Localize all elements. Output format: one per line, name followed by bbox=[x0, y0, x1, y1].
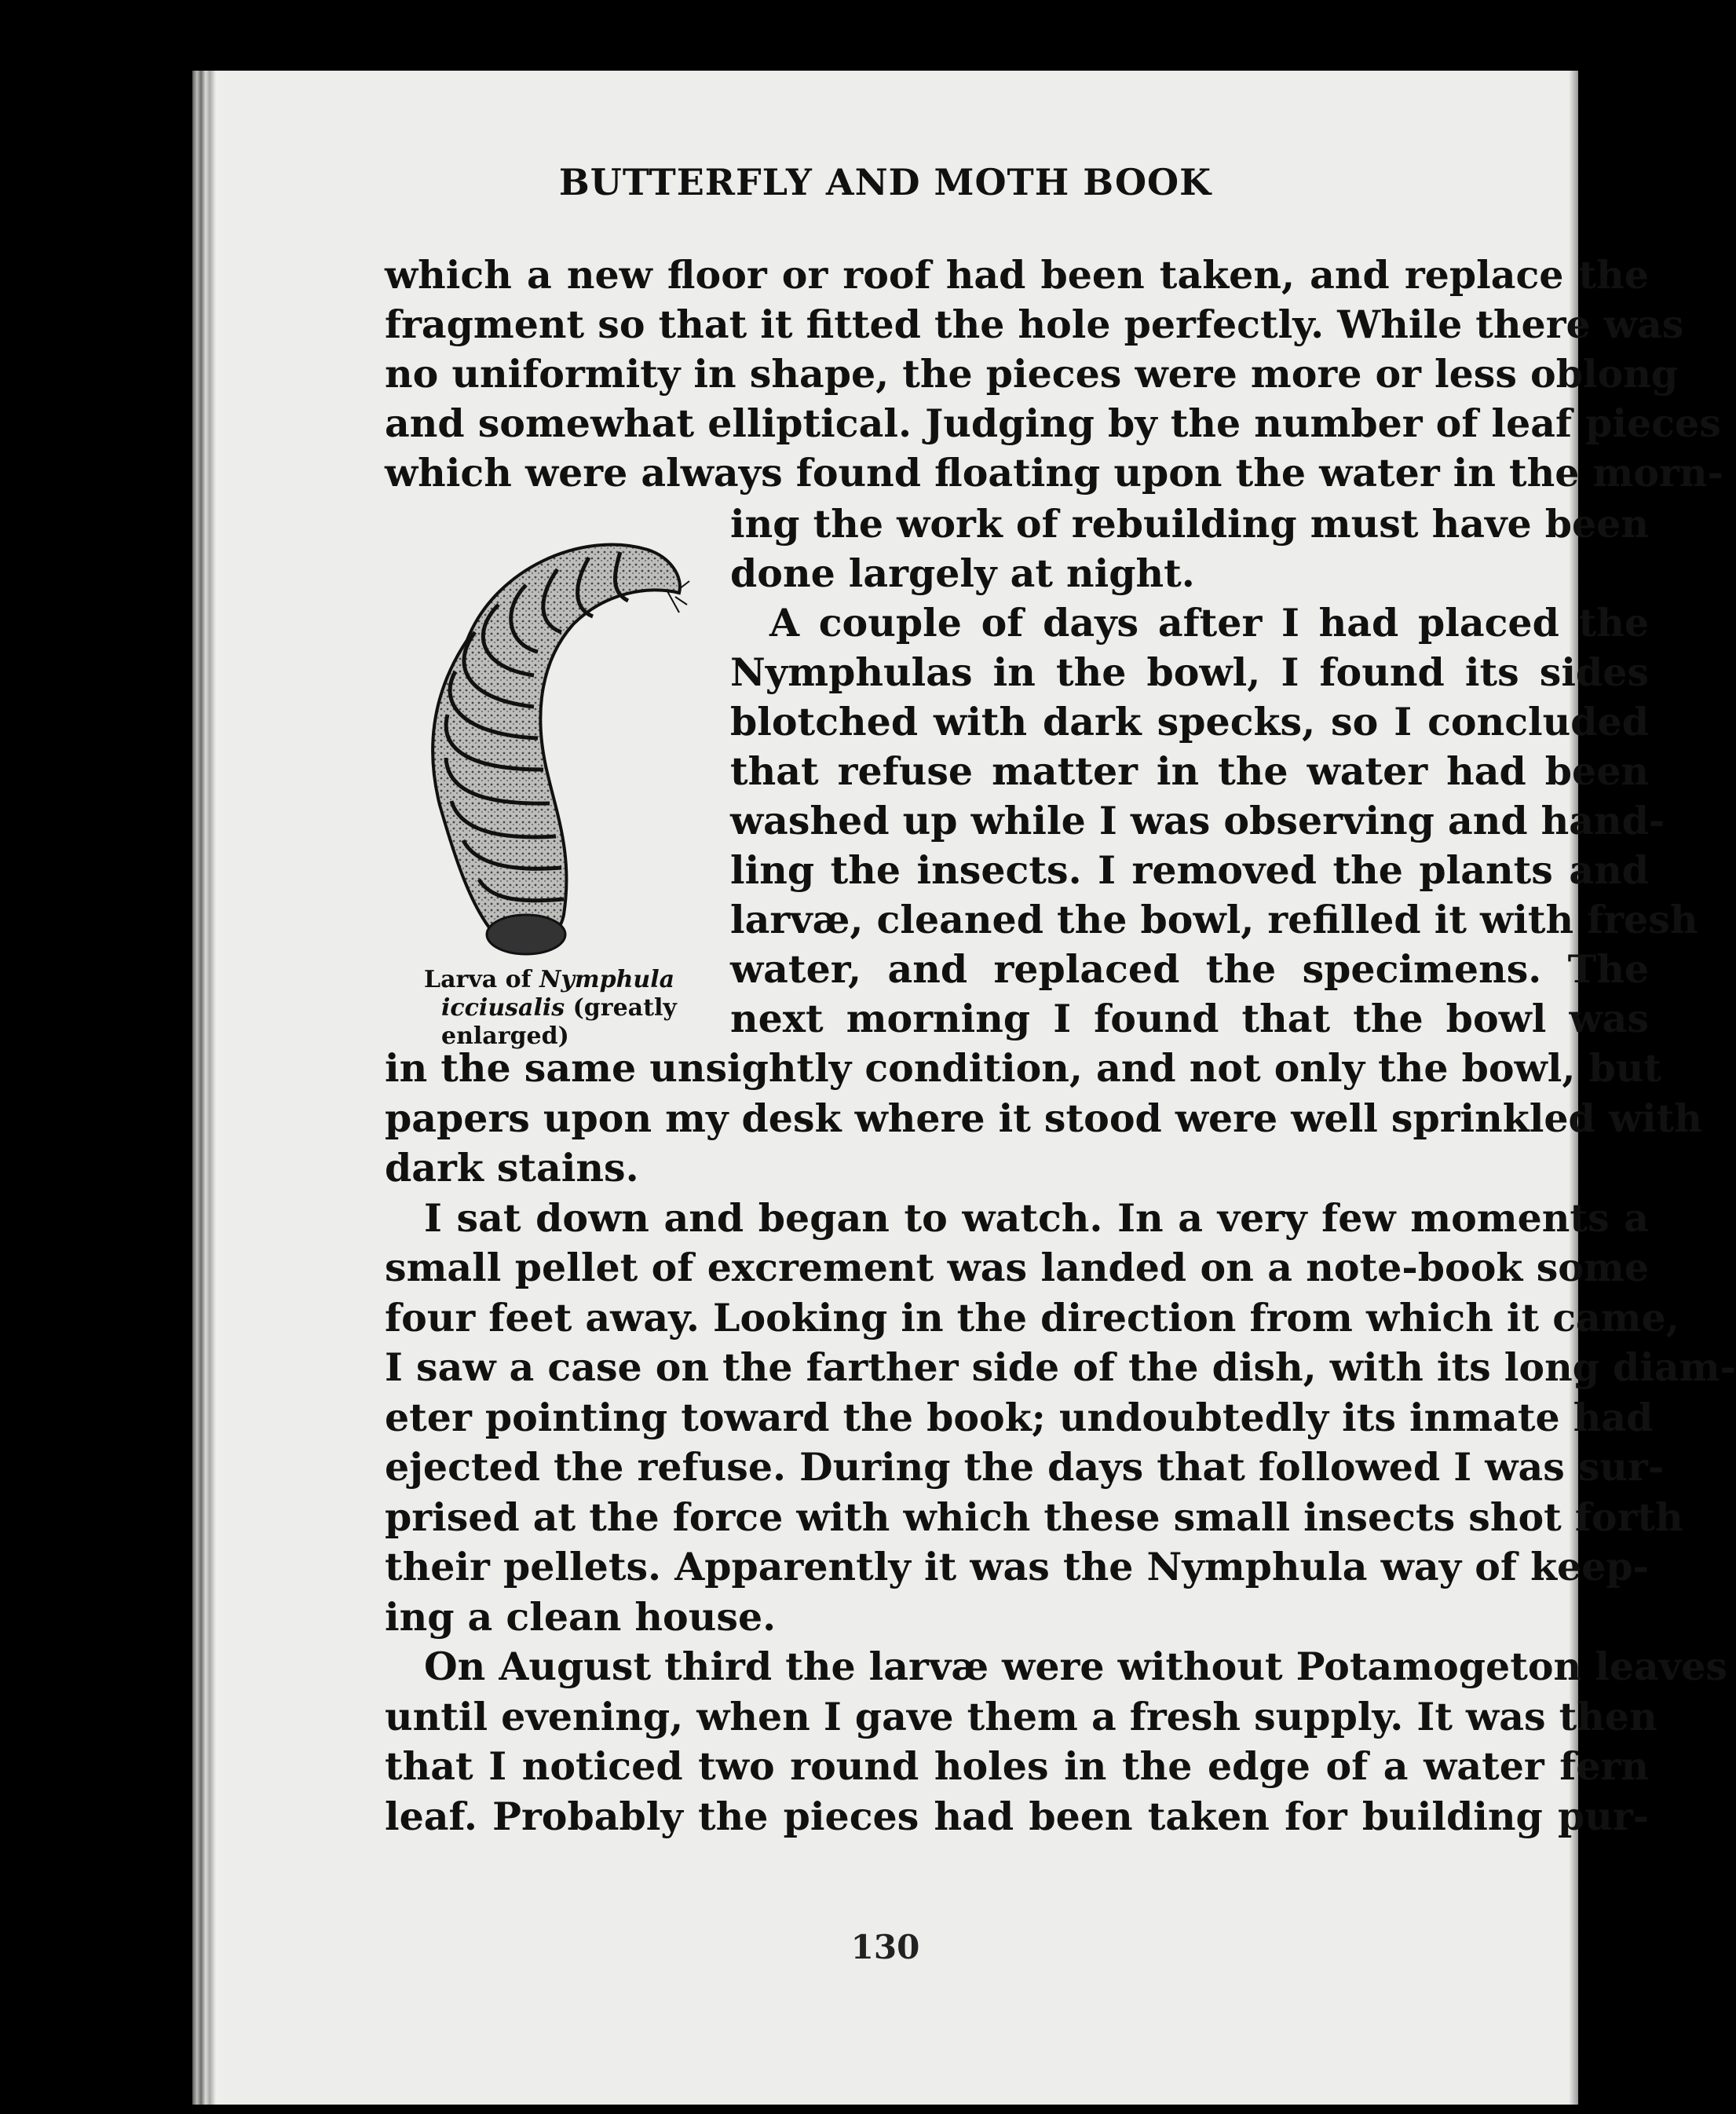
caption-species: icciusalis bbox=[441, 994, 565, 1022]
text-line: washed up while I was observing and hand- bbox=[730, 798, 1665, 843]
text-line: next morning I found that the bowl was bbox=[730, 996, 1649, 1041]
text-line: blotched with dark specks, so I concluded bbox=[730, 699, 1649, 744]
text-line: ing the work of rebuilding must have been bbox=[730, 501, 1649, 547]
text-line: and somewhat elliptical. Judging by the number of leaf pieces bbox=[385, 400, 1721, 446]
text-line: Nymphulas in the bowl, I found its sides bbox=[730, 649, 1649, 695]
text-line: ejected the refuse. During the days that followed I was sur- bbox=[385, 1444, 1665, 1490]
text-line: no uniformity in shape, the pieces were more or less oblong bbox=[385, 351, 1679, 397]
larva-illustration bbox=[377, 507, 691, 970]
text-line: until evening, when I gave them a fresh supply. It was then bbox=[385, 1693, 1657, 1739]
text-line: ing a clean house. bbox=[385, 1593, 777, 1640]
text-line: I sat down and began to watch. In a very few moments a bbox=[424, 1194, 1649, 1241]
caption-enlarged: enlarged) bbox=[441, 1022, 569, 1050]
caption-genus: Nymphula bbox=[539, 966, 675, 993]
text-line: four feet away. Looking in the direction from which it came, bbox=[385, 1294, 1679, 1340]
caption-prefix: Larva of bbox=[424, 966, 540, 993]
text-line: papers upon my desk where it stood were well sprinkled with bbox=[385, 1095, 1702, 1141]
text-line: prised at the force with which these small insects shot forth bbox=[385, 1494, 1683, 1540]
book-page bbox=[192, 71, 1736, 2105]
text-line: ling the insects. I removed the plants and bbox=[730, 847, 1649, 893]
text-line: I saw a case on the farther side of the dish, with its long diam- bbox=[385, 1344, 1736, 1390]
text-line: larvæ, cleaned the bowl, refilled it with fresh bbox=[730, 897, 1698, 942]
text-line: leaf. Probably the pieces had been taken for building pur- bbox=[385, 1793, 1649, 1839]
text-line: dark stains. bbox=[385, 1145, 639, 1190]
running-header: BUTTERFLY AND MOTH BOOK bbox=[558, 161, 1212, 203]
caption-suffix: (greatly bbox=[565, 994, 677, 1022]
text-line: A couple of days after I had placed the bbox=[769, 600, 1649, 646]
text-line: done largely at night. bbox=[730, 550, 1195, 596]
text-line: their pellets. Apparently it was the Nymphula way of keep- bbox=[385, 1544, 1649, 1589]
text-line: that refuse matter in the water had been bbox=[730, 748, 1649, 794]
text-line: which were always found floating upon the water in the morn- bbox=[385, 450, 1723, 496]
text-line: water, and replaced the specimens. The bbox=[730, 946, 1649, 992]
binding-edge bbox=[192, 71, 224, 2105]
text-line: which a new floor or roof had been taken, and replace the bbox=[385, 252, 1649, 298]
text-line: small pellet of excrement was landed on a note-book some bbox=[385, 1245, 1649, 1290]
page-number: 130 bbox=[850, 1928, 920, 1966]
text-line: that I noticed two round holes in the edge of a water fern bbox=[385, 1743, 1649, 1789]
text-line: On August third the larvæ were without Potamogeton leaves bbox=[424, 1644, 1727, 1689]
caterpillar-icon bbox=[377, 507, 691, 970]
figure-caption bbox=[424, 966, 691, 1051]
text-line: in the same unsightly condition, and not only the bowl, but bbox=[385, 1045, 1662, 1091]
text-line: fragment so that it fitted the hole perfectly. While there was bbox=[385, 302, 1684, 347]
text-line: eter pointing toward the book; undoubtedly its inmate had bbox=[385, 1394, 1654, 1440]
